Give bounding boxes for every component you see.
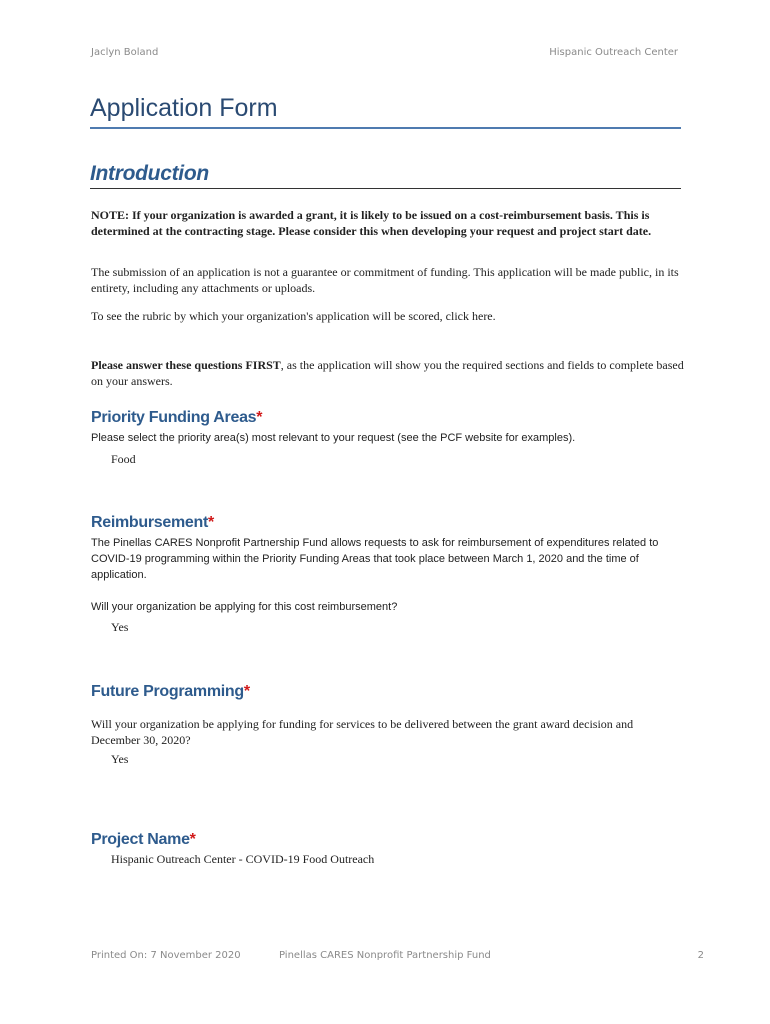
reimbursement-section-title (91, 514, 214, 532)
reimbursement-question: Will your organization be applying for this cost reimbursement? (91, 601, 398, 613)
instructions-rest: , as the application will show you the required sections and fields to complete based on your answers. (91, 358, 684, 388)
reimbursement-title-text: Reimbursement (91, 514, 209, 531)
instructions-bold: Please answer these questions FIRST (91, 358, 281, 372)
project-answer: Hispanic Outreach Center - COVID-19 Food Outreach (111, 852, 375, 866)
disclaimer-paragraph: The submission of an application is not a guarantee or commitment of funding. This application will be made public, in its entirety, including any attachments or uploads. (91, 265, 679, 295)
instructions-paragraph (91, 357, 691, 389)
required-marker: * (189, 831, 196, 848)
intro-heading: Introduction (90, 162, 681, 189)
future-section-title (91, 683, 250, 701)
future-question: Will your organization be applying for funding for services to be delivered between the grant award decision and December 30, 2020? (91, 717, 634, 747)
project-section-title (91, 831, 196, 849)
priority-answer: Food (111, 452, 136, 466)
header-author: Jaclyn Boland (91, 47, 159, 58)
required-marker: * (256, 409, 263, 426)
note-paragraph: NOTE: If your organization is awarded a grant, it is likely to be issued on a cost-reimbursement basis. This is determined at the contracting stage. Please consider this when developing your request and project start date. (91, 208, 652, 238)
required-marker: * (208, 514, 214, 531)
project-title-text: Project Name (91, 831, 190, 848)
rubric-paragraph[interactable]: To see the rubric by which your organization's application will be scored, click here. (91, 309, 496, 323)
future-answer: Yes (111, 752, 129, 766)
reimbursement-answer: Yes (111, 620, 129, 634)
future-title-text: Future Programming (91, 683, 244, 700)
reimbursement-description: The Pinellas CARES Nonprofit Partnership Fund allows requests to ask for reimbursement of expenditures related to COVID-19 programming within the Priority Funding Areas that took place between March 1, 2020 and the time of application. (91, 537, 659, 581)
priority-title-text: Priority Funding Areas (91, 409, 257, 426)
footer-fund-name: Pinellas CARES Nonprofit Partnership Fund (279, 950, 491, 961)
header-organization: Hispanic Outreach Center (549, 47, 678, 58)
required-marker: * (243, 683, 250, 700)
footer-page-number: 2 (697, 950, 704, 961)
page-title: Application Form (90, 94, 681, 129)
priority-section-title (91, 409, 262, 427)
priority-description: Please select the priority area(s) most relevant to your request (see the PCF website for examples). (91, 432, 576, 444)
footer-printed-date: Printed On: 7 November 2020 (91, 950, 241, 961)
